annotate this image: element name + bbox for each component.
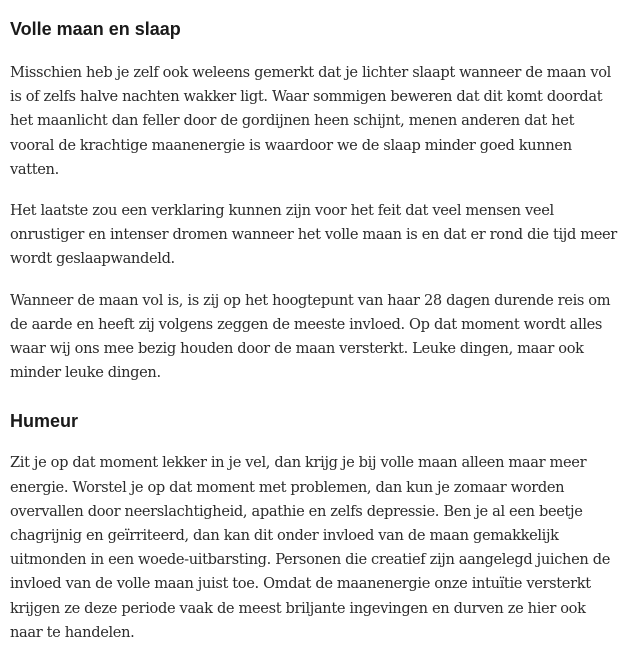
section-heading-humeur: Humeur xyxy=(10,411,79,432)
paragraph-3: Wanneer de maan vol is, is zij op het hoogtepunt van haar 28 dagen durende reis om de aarde en heeft zij volgens zeggen de meeste invloed. Op dat moment wordt alles waar wij ons mee bezig houden door de maan versterkt. Leuke dingen, maar ook minder leuke dingen. xyxy=(10,291,611,382)
section-heading-volle-maan: Volle maan en slaap xyxy=(10,19,181,39)
paragraph-2: Het laatste zou een verklaring kunnen zijn voor het feit dat veel mensen veel onrustiger en intenser dromen wanneer het volle maan is en dat er rond die tijd meer wordt geslaapwandeld. xyxy=(10,202,617,268)
paragraph-1: Misschien heb je zelf ook weleens gemerkt dat je lichter slaapt wanneer de maan vol is of zelfs halve nachten wakker ligt. Waar sommigen beweren dat dit komt doordat het maanlicht dan feller door de gordijnen heen schijnt, menen anderen dat het vooral de krachtige maanenergie is waardoor we de slaap minder goed kunnen vatten. xyxy=(10,64,611,178)
article xyxy=(10,0,622,645)
paragraph-4: Zit je op dat moment lekker in je vel, dan krijg je bij volle maan alleen maar meer energie. Worstel je op dat moment met problemen, dan kun je zomaar worden overvallen door neerslachtigheid, apathie en zelfs depressie. Ben je al een beetje chagrijnig en geïrriteerd, dan kan dit onder invloed van de maan gemakkelijk uitmonden in een woede-uitbarsting. Personen die creatief zijn aangelegd juichen de invloed van de volle maan juist toe. Omdat de maanenergie onze intuïtie versterkt krijgen ze deze periode vaak de meest briljante ingevingen en durven ze hier ook naar te handelen. xyxy=(10,454,610,641)
